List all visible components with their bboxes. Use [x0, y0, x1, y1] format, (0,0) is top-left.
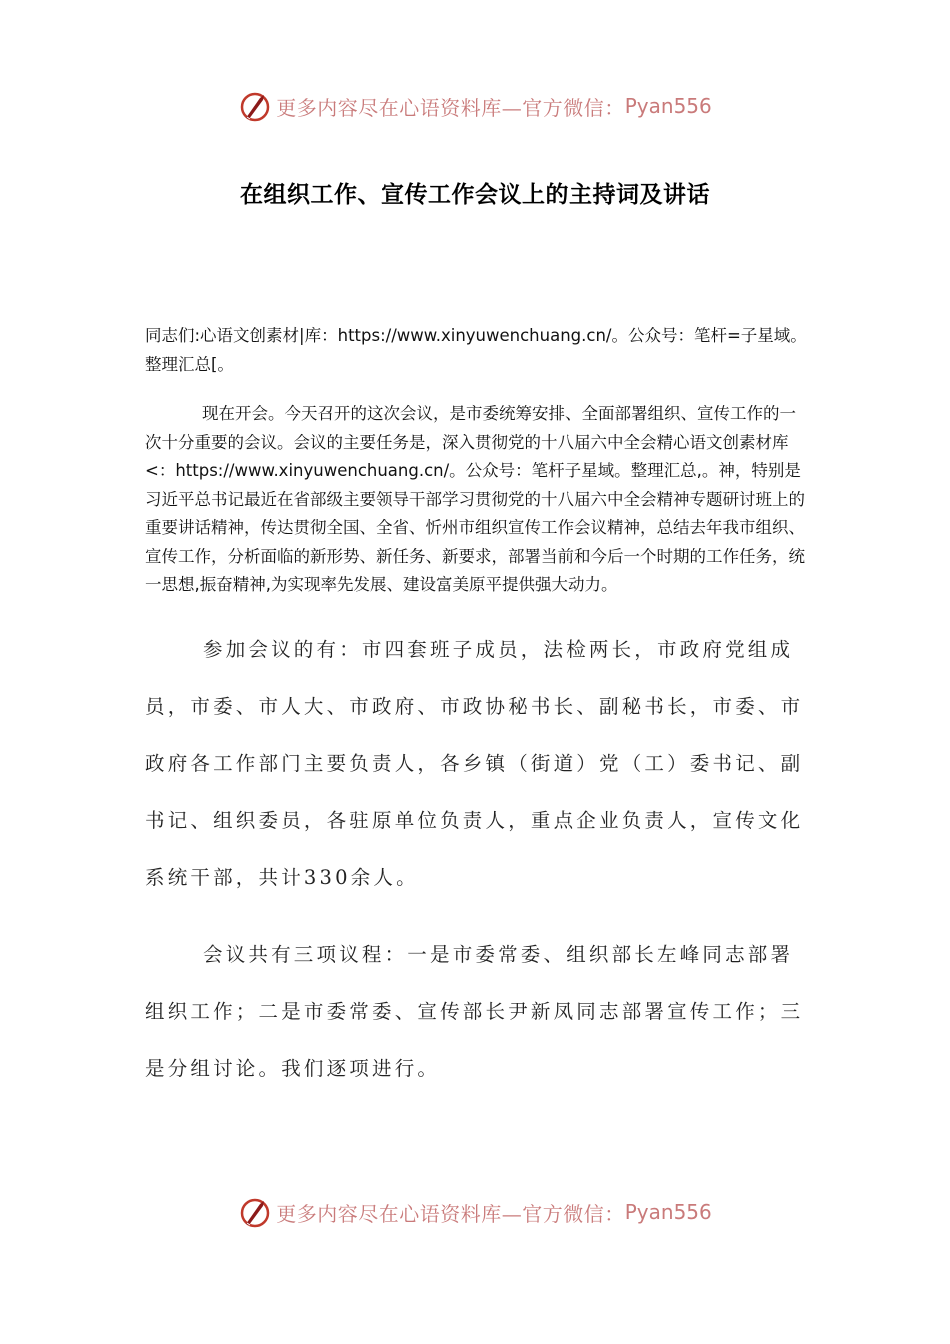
pen-logo-icon [238, 89, 272, 123]
footer-banner-text: 更多内容尽在心语资料库—官方微信： [276, 1201, 625, 1226]
paragraph-attendees: 参加会议的有：市四套班子成员，法检两长，市政府党组成员，市委、市人大、市政府、市政协秘书长、副秘书长，市委、市政府各工作部门主要负责人，各乡镇（街道）党（工）委书记、副书记、组织委员，各驻原单位负责人，重点企业负责人，宣传文化系统干部，共计330余人。 [145, 638, 804, 889]
header-banner-text: 更多内容尽在心语资料库—官方微信： [276, 95, 625, 120]
paragraph-opening: 现在开会。今天召开的这次会议，是市委统筹安排、全面部署组织、宣传工作的一次十分重要的会议。会议的主要任务是，深入贯彻党的十八届六中全会精心语文创素材库<：https://www.xinyuwenchuang.cn/。公众号：笔杆子星域。整理汇总,。神，特别是习近平总书记最近在省部级主要领导干部学习贯彻党的十八届六中全会精神专题研讨班上的重要讲话精神，传达贯彻全国、全省、忻州市组织宣传工作会议精神，总结去年我市组织、宣传工作，分析面临的新形势、新任务、新要求，部署当前和今后一个时期的工作任务，统一思想,振奋精神,为实现率先发展、建设富美原平提供强大动力。 [145, 404, 805, 594]
footer-banner-wechat: Pyan556 [624, 1200, 712, 1224]
paragraph-greeting: 同志们:心语文创素材|库：https://www.xinyuwenchuang.cn/。公众号：笔杆=子星域。整理汇总[。 [145, 326, 807, 374]
document-title: 在组织工作、宣传工作会议上的主持词及讲话 [240, 182, 710, 208]
pen-logo-icon [238, 1195, 272, 1229]
header-banner [0, 84, 950, 128]
paragraph-agenda: 会议共有三项议程：一是市委常委、组织部长左峰同志部署组织工作；二是市委常委、宣传部长尹新凤同志部署宣传工作；三是分组讨论。我们逐项进行。 [145, 943, 804, 1080]
footer-banner [0, 1190, 950, 1234]
header-banner-wechat: Pyan556 [624, 94, 712, 118]
